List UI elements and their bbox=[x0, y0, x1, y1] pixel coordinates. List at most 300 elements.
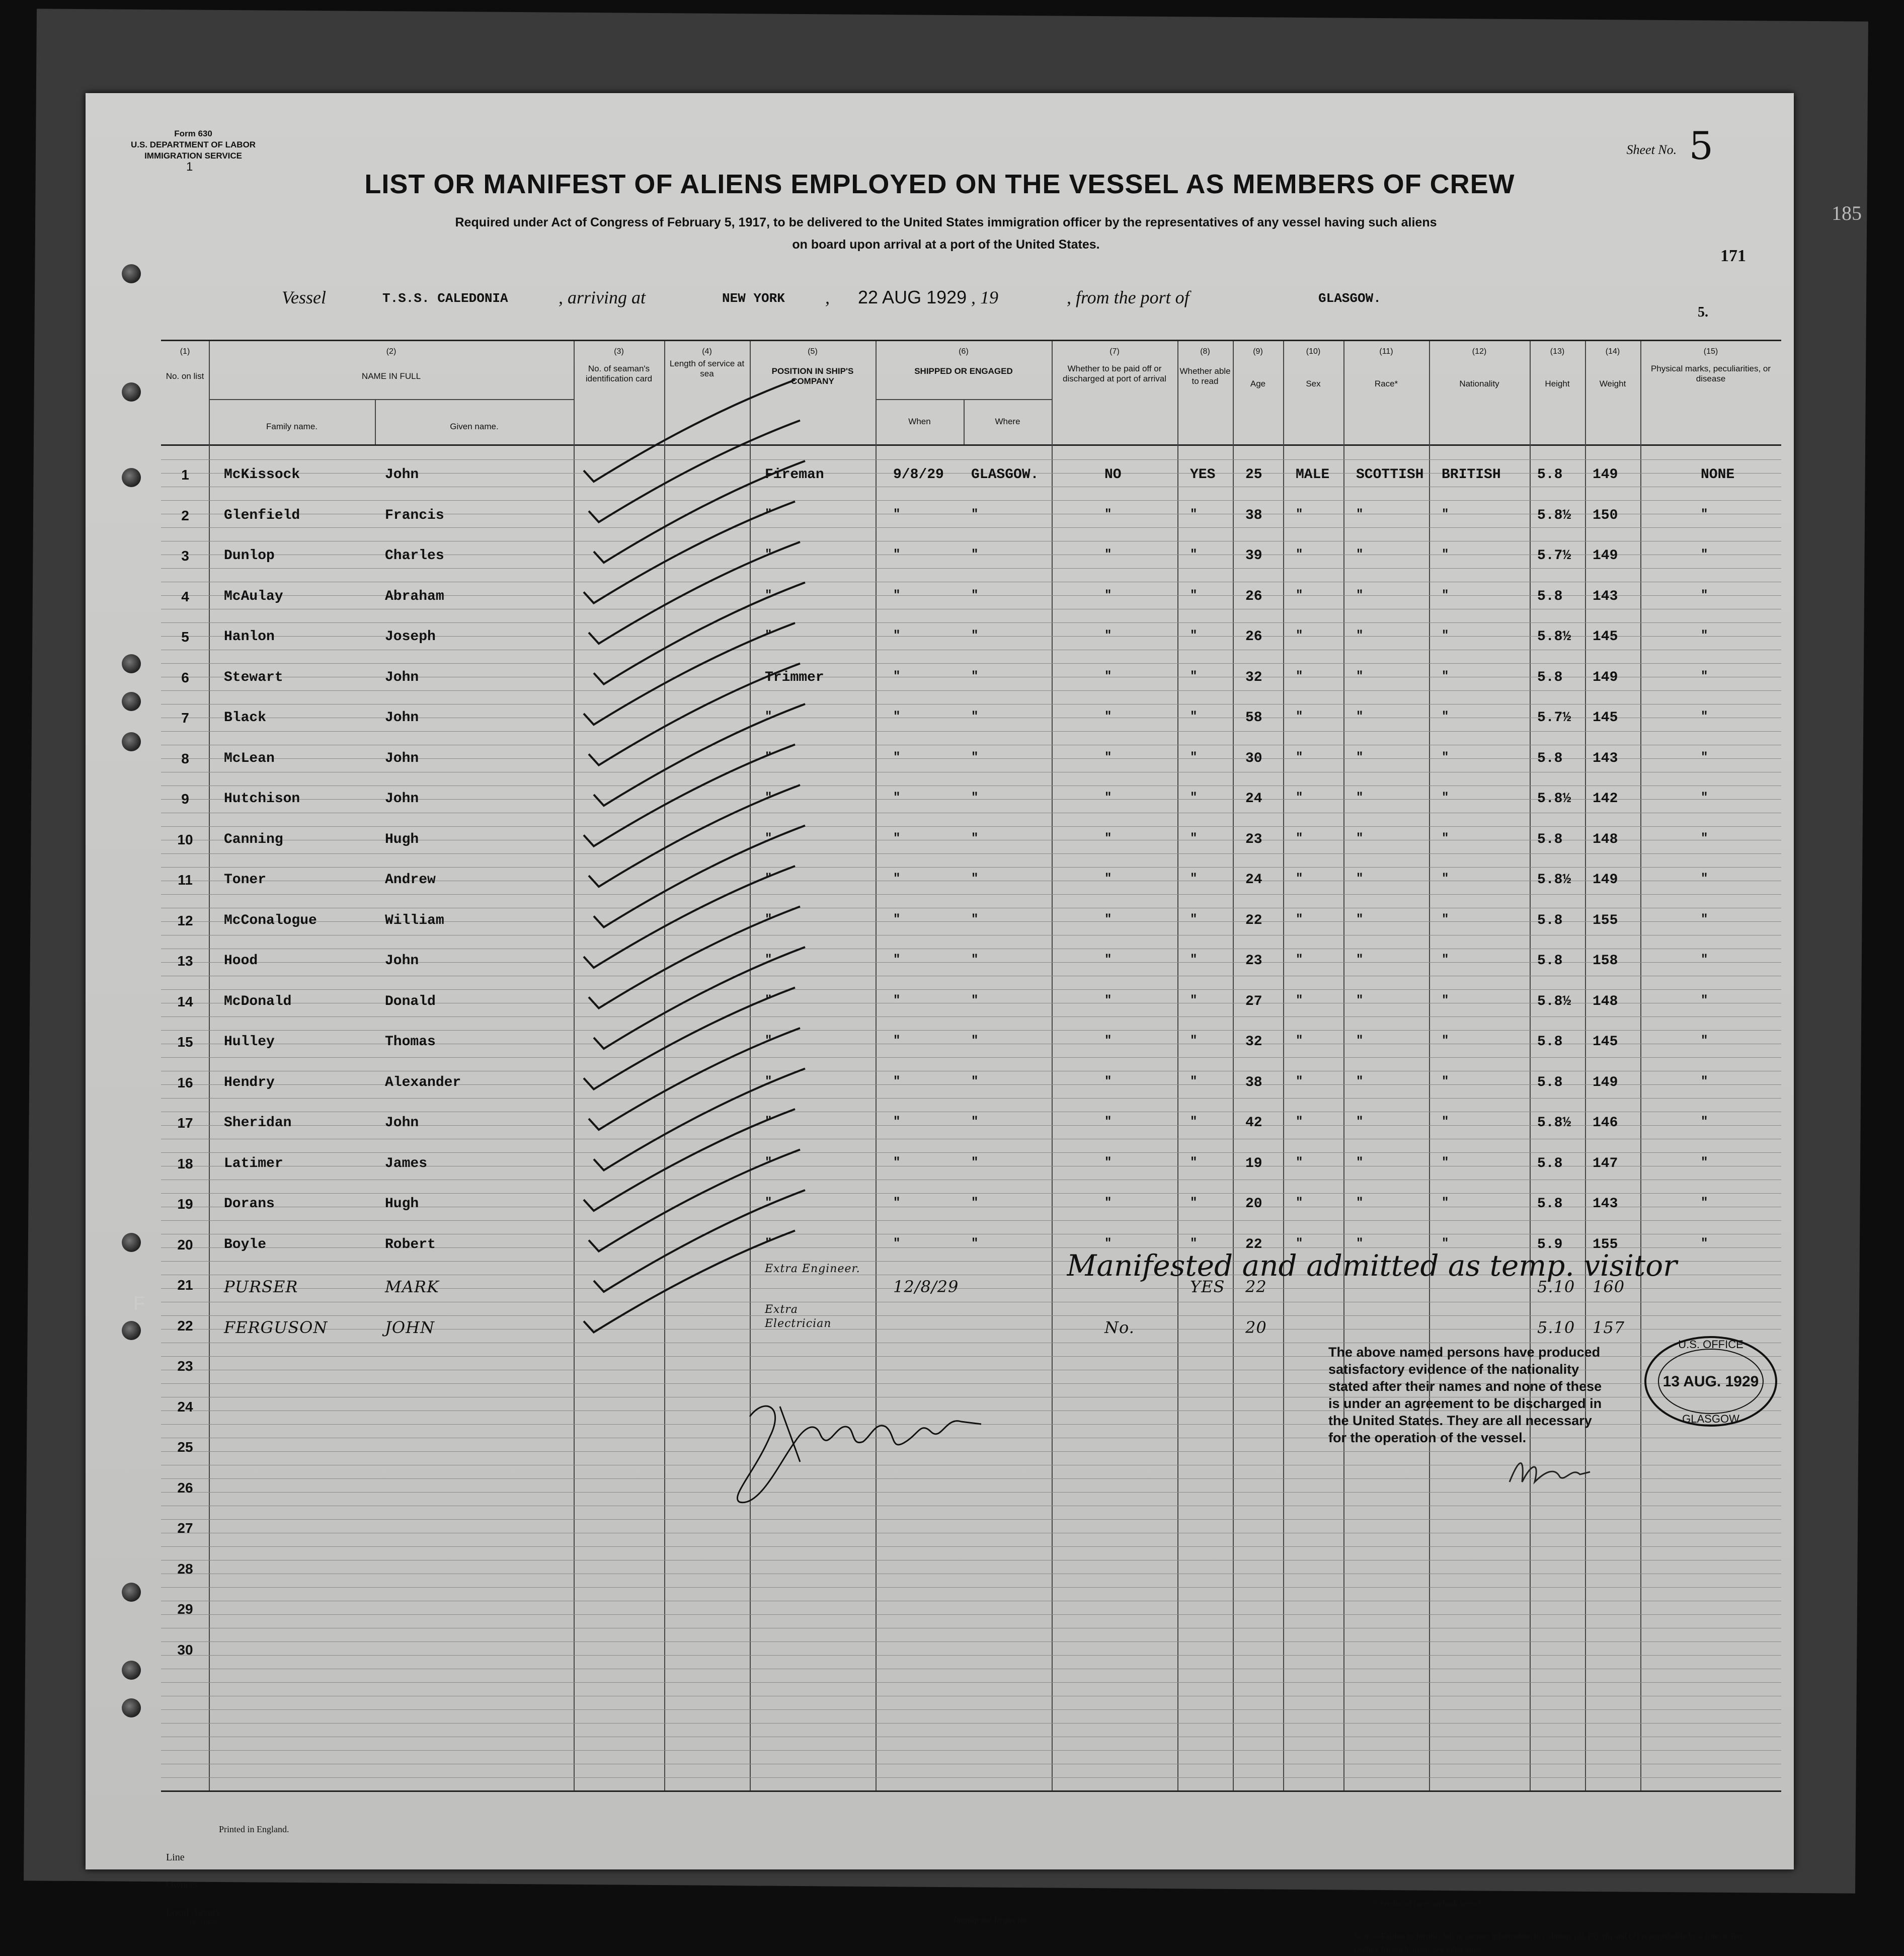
header-nationality: Nationality bbox=[1459, 379, 1499, 388]
family-name-cell: Black bbox=[224, 710, 267, 726]
where-cell: " bbox=[971, 1115, 979, 1129]
row-number: 27 bbox=[177, 1520, 193, 1536]
family-name-cell: Boyle bbox=[224, 1236, 267, 1253]
binder-hole bbox=[122, 654, 141, 673]
read-cell: " bbox=[1190, 1155, 1198, 1169]
position-cell: " bbox=[765, 507, 772, 521]
where-cell: " bbox=[971, 953, 979, 967]
sex-cell: " bbox=[1296, 669, 1303, 683]
age-cell: 23 bbox=[1245, 831, 1262, 847]
binder-hole bbox=[122, 1583, 141, 1602]
when-cell: " bbox=[893, 872, 901, 886]
agents-code: 14—1840 bbox=[189, 1919, 217, 1926]
date-stamp: 22 AUG 1929 bbox=[858, 287, 967, 307]
given-name-cell: John bbox=[385, 953, 419, 969]
height-cell: 5.8½ bbox=[1537, 872, 1571, 888]
header-age: Age bbox=[1250, 379, 1266, 388]
weight-cell: 149 bbox=[1593, 669, 1618, 685]
header-rule bbox=[161, 444, 1781, 446]
given-name-cell: John bbox=[385, 1115, 419, 1131]
ledger-rule bbox=[161, 1016, 1781, 1017]
height-cell: 5.8½ bbox=[1537, 993, 1571, 1009]
column-rule bbox=[664, 341, 665, 1790]
sex-cell: " bbox=[1296, 831, 1303, 845]
ledger-rule bbox=[161, 867, 1781, 868]
given-name-cell: Alexander bbox=[385, 1074, 461, 1090]
read-cell: " bbox=[1190, 1115, 1198, 1129]
ledger-rule bbox=[161, 1655, 1781, 1656]
position-cell: " bbox=[765, 791, 772, 805]
read-cell: " bbox=[1190, 993, 1198, 1007]
family-name-cell: Latimer bbox=[224, 1155, 283, 1171]
nationality-cell: " bbox=[1442, 1155, 1449, 1169]
row-number: 5 bbox=[181, 629, 189, 645]
subtitle-line: Required under Act of Congress of February 5, 1917, to be delivered to the United States immigration officer by the representatives of any vessel having such aliens bbox=[455, 215, 1437, 229]
row-number: 4 bbox=[181, 588, 189, 604]
weight-cell: 145 bbox=[1593, 1034, 1618, 1050]
sex-cell: " bbox=[1296, 750, 1303, 764]
weight-cell: 143 bbox=[1593, 750, 1618, 766]
header-service: Length of service at sea bbox=[669, 359, 745, 378]
where-cell: " bbox=[971, 1034, 979, 1048]
paid-off-cell: " bbox=[1104, 669, 1112, 683]
paid-off-cell: " bbox=[1104, 912, 1112, 926]
sex-cell: " bbox=[1296, 953, 1303, 967]
sex-cell: " bbox=[1296, 1115, 1303, 1129]
row-number: 14 bbox=[177, 993, 193, 1009]
race-cell: " bbox=[1356, 1236, 1364, 1250]
weight-cell: 149 bbox=[1593, 467, 1618, 483]
sex-cell: " bbox=[1296, 507, 1303, 521]
read-cell: " bbox=[1190, 1034, 1198, 1048]
paid-off-cell: " bbox=[1104, 548, 1112, 562]
header-when: When bbox=[908, 417, 931, 426]
seal-bottom-text: GLASGOW bbox=[1682, 1413, 1739, 1425]
ledger-rule bbox=[161, 663, 1781, 664]
marks-cell: " bbox=[1701, 1155, 1708, 1169]
col-number: (2) bbox=[386, 347, 396, 356]
ledger-rule bbox=[161, 1057, 1781, 1058]
row-number: 24 bbox=[177, 1398, 193, 1415]
position-cell: " bbox=[765, 912, 772, 926]
column-rule bbox=[1530, 341, 1531, 1790]
read-cell: " bbox=[1190, 1074, 1198, 1088]
ledger-rule bbox=[161, 1641, 1781, 1642]
race-cell: " bbox=[1356, 710, 1364, 724]
when-cell: " bbox=[893, 548, 901, 562]
weight-cell: 160 bbox=[1593, 1277, 1625, 1296]
header-family-name: Family name. bbox=[266, 422, 318, 431]
when-cell: " bbox=[893, 791, 901, 805]
race-cell: " bbox=[1356, 831, 1364, 845]
age-cell: 32 bbox=[1245, 669, 1262, 685]
race-cell: " bbox=[1356, 1155, 1364, 1169]
row-number: 2 bbox=[181, 507, 189, 523]
read-cell: " bbox=[1190, 669, 1198, 683]
where-cell: " bbox=[971, 1236, 979, 1250]
given-name-cell: John bbox=[385, 467, 419, 483]
nationality-cell: " bbox=[1442, 669, 1449, 683]
height-cell: 5.8 bbox=[1537, 467, 1563, 483]
age-cell: 26 bbox=[1245, 588, 1262, 604]
when-cell: " bbox=[893, 588, 901, 602]
marks-cell: " bbox=[1701, 993, 1708, 1007]
sex-cell: MALE bbox=[1296, 467, 1330, 483]
read-cell: " bbox=[1190, 1236, 1198, 1250]
binder-hole bbox=[122, 1321, 141, 1340]
height-cell: 5.8½ bbox=[1537, 791, 1571, 807]
given-name-cell: Thomas bbox=[385, 1034, 436, 1050]
paid-off-cell: " bbox=[1104, 1115, 1112, 1129]
weight-cell: 155 bbox=[1593, 912, 1618, 928]
read-cell: " bbox=[1190, 548, 1198, 562]
sex-cell: " bbox=[1296, 912, 1303, 926]
sex-cell: " bbox=[1296, 872, 1303, 886]
weight-cell: 149 bbox=[1593, 1074, 1618, 1090]
family-name-cell: Stewart bbox=[224, 669, 283, 685]
ledger-rule bbox=[161, 459, 1781, 460]
where-cell: " bbox=[971, 507, 979, 521]
sex-cell: " bbox=[1296, 1074, 1303, 1088]
position-cell: " bbox=[765, 1196, 772, 1210]
weight-cell: 145 bbox=[1593, 710, 1618, 726]
sex-cell: " bbox=[1296, 993, 1303, 1007]
sex-cell: " bbox=[1296, 1236, 1303, 1250]
race-cell: " bbox=[1356, 750, 1364, 764]
ledger-rule bbox=[161, 690, 1781, 691]
height-cell: 5.9 bbox=[1537, 1236, 1563, 1253]
row-number: 25 bbox=[177, 1439, 193, 1455]
ledger-rule bbox=[161, 1030, 1781, 1031]
age-cell: 32 bbox=[1245, 1034, 1262, 1050]
paid-off-cell: NO bbox=[1104, 467, 1122, 483]
header-sex: Sex bbox=[1306, 379, 1321, 388]
binder-hole bbox=[122, 1233, 141, 1252]
read-cell: " bbox=[1190, 791, 1198, 805]
paid-off-cell: " bbox=[1104, 1236, 1112, 1250]
paid-off-cell: " bbox=[1104, 588, 1112, 602]
when-cell: " bbox=[893, 1074, 901, 1088]
position-cell: " bbox=[765, 831, 772, 845]
when-cell: " bbox=[893, 1236, 901, 1250]
when-cell: " bbox=[893, 507, 901, 521]
family-name-cell: Hutchison bbox=[224, 791, 300, 807]
header-given-name: Given name. bbox=[450, 422, 499, 431]
header-name-in-full: NAME IN FULL bbox=[361, 371, 421, 381]
marks-cell: " bbox=[1701, 1236, 1708, 1250]
weight-cell: 148 bbox=[1593, 831, 1618, 847]
ledger-rule bbox=[161, 1750, 1781, 1751]
paid-off-cell: " bbox=[1104, 953, 1112, 967]
sex-cell: " bbox=[1296, 791, 1303, 805]
when-cell: " bbox=[893, 1034, 901, 1048]
where-cell: " bbox=[971, 750, 979, 764]
row-number: 26 bbox=[177, 1479, 193, 1496]
family-name-cell: McAulay bbox=[224, 588, 283, 604]
age-cell: 25 bbox=[1245, 467, 1262, 483]
stamp-number: 171 bbox=[1720, 247, 1746, 265]
given-name-cell: Donald bbox=[385, 993, 436, 1009]
age-cell: 39 bbox=[1245, 548, 1262, 564]
paid-off-cell: " bbox=[1104, 1034, 1112, 1048]
col-number: (13) bbox=[1550, 347, 1565, 356]
age-cell: 19 bbox=[1245, 1155, 1262, 1171]
race-cell: " bbox=[1356, 1034, 1364, 1048]
position-cell: " bbox=[765, 1074, 772, 1088]
ledger-rule bbox=[161, 1723, 1781, 1724]
sex-cell: " bbox=[1296, 1034, 1303, 1048]
given-name-cell: Francis bbox=[385, 507, 444, 523]
marks-cell: " bbox=[1701, 548, 1708, 562]
read-cell: " bbox=[1190, 750, 1198, 764]
family-name-cell: Glenfield bbox=[224, 507, 300, 523]
nationality-cell: " bbox=[1442, 750, 1449, 764]
nationality-cell: " bbox=[1442, 1196, 1449, 1210]
age-cell: 30 bbox=[1245, 750, 1262, 766]
paid-off-cell: " bbox=[1104, 507, 1112, 521]
position-cell: " bbox=[765, 588, 772, 602]
position-cell: Trimmer bbox=[765, 669, 824, 685]
marks-cell: " bbox=[1701, 912, 1708, 926]
marks-cell: " bbox=[1701, 507, 1708, 521]
position-cell: " bbox=[765, 993, 772, 1007]
column-rule bbox=[876, 341, 877, 1790]
race-cell: " bbox=[1356, 791, 1364, 805]
nationality-cell: BRITISH bbox=[1442, 467, 1501, 483]
header-height: Height bbox=[1545, 379, 1570, 388]
nationality-cell: " bbox=[1442, 791, 1449, 805]
when-cell: " bbox=[893, 993, 901, 1007]
col-number: (7) bbox=[1109, 347, 1120, 356]
read-cell: " bbox=[1190, 507, 1198, 521]
binder-hole bbox=[122, 1698, 141, 1717]
row-number: 11 bbox=[178, 872, 193, 888]
position-cell: " bbox=[765, 548, 772, 562]
family-name-cell: McLean bbox=[224, 750, 275, 766]
ledger-rule bbox=[161, 568, 1781, 569]
margin-f: F bbox=[133, 1293, 145, 1314]
family-name-cell: Toner bbox=[224, 872, 267, 888]
marks-cell: " bbox=[1701, 750, 1708, 764]
row-number: 12 bbox=[177, 912, 193, 928]
binder-hole bbox=[122, 1661, 141, 1680]
ledger-rule bbox=[161, 1315, 1781, 1316]
vessel-label: Vessel bbox=[282, 287, 326, 307]
given-name-cell: John bbox=[385, 791, 419, 807]
family-name-cell: Dorans bbox=[224, 1196, 275, 1212]
annotation-text: Manifested and admitted as temp. visitor bbox=[1067, 1248, 1677, 1283]
marks-cell: " bbox=[1701, 831, 1708, 845]
marks-cell: " bbox=[1701, 953, 1708, 967]
age-cell: 27 bbox=[1245, 993, 1262, 1009]
where-cell: " bbox=[971, 1196, 979, 1210]
col-number: (15) bbox=[1703, 347, 1718, 356]
sex-cell: " bbox=[1296, 588, 1303, 602]
page-title: LIST OR MANIFEST OF ALIENS EMPLOYED ON THE VESSEL AS MEMBERS OF CREW bbox=[364, 169, 1515, 199]
nationality-cell: " bbox=[1442, 912, 1449, 926]
sex-cell: " bbox=[1296, 710, 1303, 724]
row-number: 7 bbox=[181, 710, 189, 726]
where-cell: " bbox=[971, 710, 979, 724]
age-cell: 24 bbox=[1245, 872, 1262, 888]
column-rule bbox=[750, 341, 751, 1790]
crew-table bbox=[161, 340, 1781, 1792]
paid-off-cell: " bbox=[1104, 1074, 1112, 1088]
col-number: (11) bbox=[1379, 347, 1393, 356]
height-cell: 5.8½ bbox=[1537, 629, 1571, 645]
position-cell: " bbox=[765, 750, 772, 764]
where-cell: " bbox=[971, 993, 979, 1007]
list-mark: 5. bbox=[1698, 304, 1708, 320]
height-cell: 5.8 bbox=[1537, 1034, 1563, 1050]
col-number: (14) bbox=[1605, 347, 1620, 356]
age-cell: 26 bbox=[1245, 629, 1262, 645]
when-cell: " bbox=[893, 831, 901, 845]
position-cell: Extra Electrician bbox=[765, 1303, 832, 1330]
height-cell: 5.8½ bbox=[1537, 1115, 1571, 1131]
weight-cell: 142 bbox=[1593, 791, 1618, 807]
ledger-rule bbox=[161, 853, 1781, 854]
where-cell: " bbox=[971, 588, 979, 602]
family-name-cell: Hood bbox=[224, 953, 258, 969]
officer-initials bbox=[1504, 1447, 1595, 1492]
ledger-rule bbox=[161, 1152, 1781, 1153]
weight-cell: 155 bbox=[1593, 1236, 1618, 1253]
position-cell: " bbox=[765, 1034, 772, 1048]
ledger-rule bbox=[161, 731, 1781, 732]
given-name-cell: John bbox=[385, 669, 419, 685]
nationality-cell: " bbox=[1442, 710, 1449, 724]
row-number: 13 bbox=[177, 953, 193, 969]
marks-cell: " bbox=[1701, 872, 1708, 886]
column-rule bbox=[574, 341, 575, 1790]
marks-cell: NONE bbox=[1701, 467, 1735, 483]
printed-note: Printed in England. bbox=[219, 1824, 289, 1834]
given-name-cell: JOHN bbox=[385, 1317, 435, 1337]
where-cell: " bbox=[971, 629, 979, 643]
given-name-cell: William bbox=[385, 912, 444, 928]
height-cell: 5.8 bbox=[1537, 912, 1563, 928]
row-number: 22 bbox=[177, 1317, 193, 1334]
when-cell: " bbox=[893, 1196, 901, 1210]
position-cell: " bbox=[765, 953, 772, 967]
ledger-rule bbox=[161, 1098, 1781, 1099]
page-subtitle bbox=[297, 211, 1595, 256]
nationality-cell: " bbox=[1442, 548, 1449, 562]
marks-cell: " bbox=[1701, 1074, 1708, 1088]
header-position: POSITION IN SHIP'S COMPANY bbox=[771, 366, 854, 386]
where-cell: GLASGOW. bbox=[971, 467, 1039, 483]
sex-cell: " bbox=[1296, 548, 1303, 562]
line-label: Line bbox=[166, 1852, 185, 1863]
given-name-cell: Robert bbox=[385, 1236, 436, 1253]
header-subrule bbox=[209, 399, 574, 400]
column-rule bbox=[209, 341, 210, 1790]
owners-label: Owners bbox=[166, 1880, 198, 1891]
col-number: (6) bbox=[959, 347, 969, 356]
height-cell: 5.7½ bbox=[1537, 710, 1571, 726]
row-number: 16 bbox=[177, 1074, 193, 1090]
col-number: (5) bbox=[808, 347, 818, 356]
marks-cell: " bbox=[1701, 791, 1708, 805]
age-cell: 23 bbox=[1245, 953, 1262, 969]
row-number: 15 bbox=[177, 1034, 193, 1050]
departure-port: GLASGOW. bbox=[1318, 291, 1381, 306]
sheet-number-block bbox=[1626, 123, 1713, 168]
row-number: 9 bbox=[181, 791, 189, 807]
signature bbox=[720, 1386, 991, 1517]
sex-cell: " bbox=[1296, 629, 1303, 643]
col-number: (1) bbox=[180, 347, 190, 356]
column-rule bbox=[1177, 341, 1178, 1790]
age-cell: 20 bbox=[1245, 1317, 1267, 1337]
header-weight: Weight bbox=[1599, 379, 1626, 388]
where-cell: " bbox=[971, 872, 979, 886]
nationality-cell: " bbox=[1442, 1236, 1449, 1250]
row-number: 19 bbox=[177, 1196, 193, 1212]
subtitle-line: on board upon arrival at a port of the United States. bbox=[792, 238, 1100, 252]
read-cell: " bbox=[1190, 831, 1198, 845]
given-name-cell: Hugh bbox=[385, 831, 419, 847]
paid-off-cell: " bbox=[1104, 710, 1112, 724]
race-cell: " bbox=[1356, 588, 1364, 602]
height-cell: 5.8 bbox=[1537, 1155, 1563, 1171]
read-cell: " bbox=[1190, 1196, 1198, 1210]
paid-off-cell: " bbox=[1104, 1196, 1112, 1210]
given-name-cell: Andrew bbox=[385, 872, 436, 888]
weight-cell: 158 bbox=[1593, 953, 1618, 969]
ledger-rule bbox=[161, 1546, 1781, 1547]
age-cell: 22 bbox=[1245, 1277, 1267, 1296]
weight-cell: 157 bbox=[1593, 1317, 1625, 1337]
position-cell: Fireman bbox=[765, 467, 824, 483]
header-shipped: SHIPPED OR ENGAGED bbox=[914, 366, 1013, 376]
nationality-cell: " bbox=[1442, 1034, 1449, 1048]
paid-off-cell: " bbox=[1104, 1155, 1112, 1169]
ledger-rule bbox=[161, 1614, 1781, 1615]
form-identifier bbox=[131, 128, 256, 173]
weight-cell: 148 bbox=[1593, 993, 1618, 1009]
comma: , bbox=[825, 287, 830, 307]
binder-hole bbox=[122, 382, 141, 402]
row-number: 8 bbox=[181, 750, 189, 766]
position-cell: " bbox=[765, 872, 772, 886]
margin-number: 185 bbox=[1832, 202, 1862, 224]
race-cell: " bbox=[1356, 1196, 1364, 1210]
header-paid-off: Whether to be paid off or discharged at port of arrival bbox=[1063, 364, 1166, 383]
col-number: (4) bbox=[702, 347, 712, 356]
position-cell: " bbox=[765, 1236, 772, 1250]
row-number: 20 bbox=[177, 1236, 193, 1253]
given-name-cell: Abraham bbox=[385, 588, 444, 604]
race-cell: " bbox=[1356, 1074, 1364, 1088]
nationality-cell: " bbox=[1442, 953, 1449, 967]
age-cell: 58 bbox=[1245, 710, 1262, 726]
race-cell: " bbox=[1356, 669, 1364, 683]
header-read: Whether able to read bbox=[1179, 366, 1231, 386]
when-cell: " bbox=[893, 669, 901, 683]
header-no-on-list: No. on list bbox=[166, 371, 204, 381]
vessel-line bbox=[282, 287, 1774, 317]
position-cell: " bbox=[765, 1115, 772, 1129]
paid-off-cell: " bbox=[1104, 872, 1112, 886]
ledger-rule bbox=[161, 989, 1781, 990]
family-name-cell: McConalogue bbox=[224, 912, 317, 928]
ledger-rule bbox=[161, 1193, 1781, 1194]
row-number: 18 bbox=[177, 1155, 193, 1171]
height-cell: 5.8 bbox=[1537, 831, 1563, 847]
ledger-rule bbox=[161, 1709, 1781, 1710]
